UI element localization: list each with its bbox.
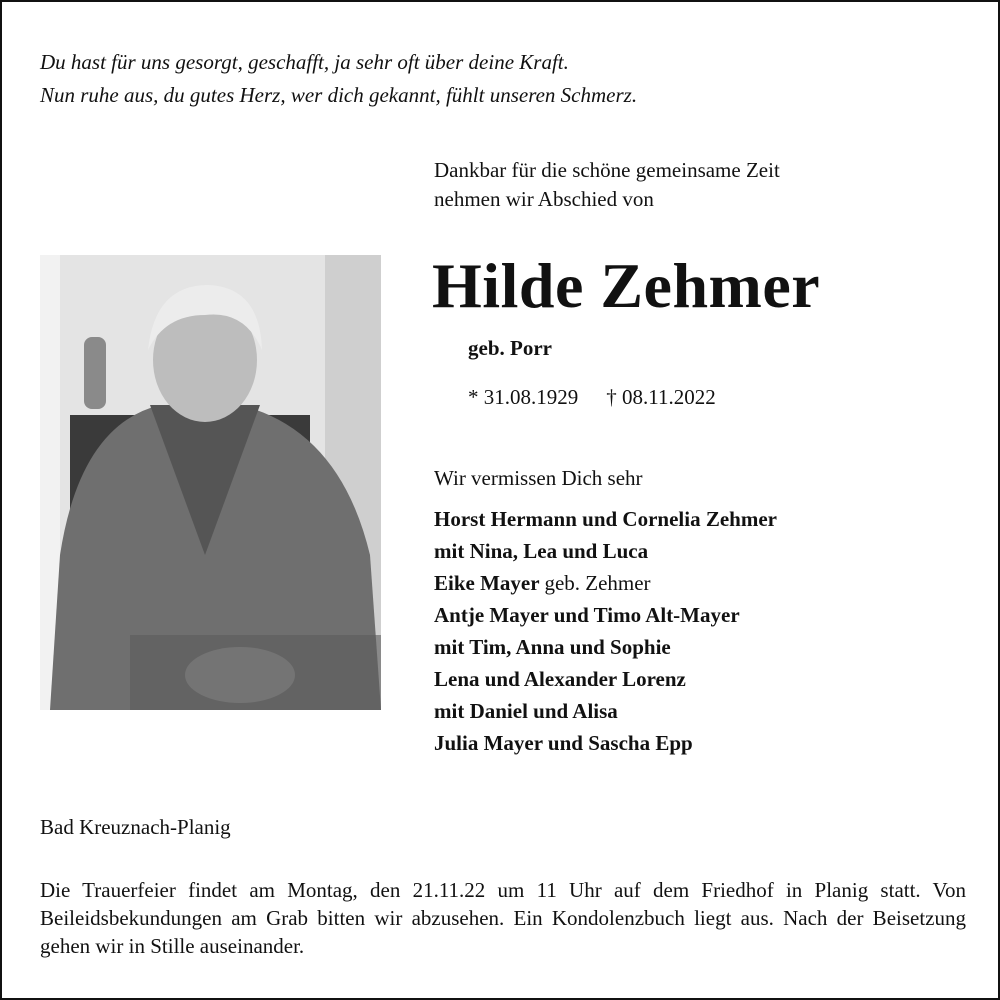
mourner-name: Eike Mayer xyxy=(434,571,540,595)
mourner-line: Julia Mayer und Sascha Epp xyxy=(434,731,693,755)
mourners-list xyxy=(434,503,777,759)
mourner-line: mit Nina, Lea und Luca xyxy=(434,539,649,563)
mourner-line xyxy=(434,567,777,599)
deceased-name: Hilde Zehmer xyxy=(432,250,821,321)
portrait-photo xyxy=(40,255,381,710)
death-date: † 08.11.2022 xyxy=(606,385,716,409)
mourner-line: mit Daniel und Alisa xyxy=(434,699,618,723)
mourner-line: Lena und Alexander Lorenz xyxy=(434,667,686,691)
mourner-line: mit Tim, Anna und Sophie xyxy=(434,635,671,659)
place: Bad Kreuznach-Planig xyxy=(40,815,231,839)
quote-line-2: Nun ruhe aus, du gutes Herz, wer dich gekannt, fühlt unseren Schmerz. xyxy=(40,83,638,107)
intro-line-2: nehmen wir Abschied von xyxy=(434,187,654,211)
memorial-quote xyxy=(40,46,637,112)
mourner-line: Horst Hermann und Cornelia Zehmer xyxy=(434,507,777,531)
mourner-line: Antje Mayer und Timo Alt-Mayer xyxy=(434,603,740,627)
birth-date: * 31.08.1929 xyxy=(468,385,579,409)
portrait-photo-icon xyxy=(40,255,381,710)
quote-line-1: Du hast für uns gesorgt, geschafft, ja sehr oft über deine Kraft. xyxy=(40,50,569,74)
maiden-name: geb. Porr xyxy=(468,336,552,360)
intro-text xyxy=(434,156,780,214)
life-dates xyxy=(468,385,744,410)
mourner-maiden-name: geb. Zehmer xyxy=(544,571,651,595)
intro-line-1: Dankbar für die schöne gemeinsame Zeit xyxy=(434,158,780,182)
mourners-heading: Wir vermissen Dich sehr xyxy=(434,466,643,490)
funeral-notice: Die Trauerfeier findet am Montag, den 21.11.22 um 11 Uhr auf dem Friedhof in Planig statt. Von Beileidsbekundungen am Grab bitten wir abzusehen. Ein Kondolenzbuch liegt aus. Nach der Beisetzung gehen wir in Stille auseinander. xyxy=(40,878,966,958)
